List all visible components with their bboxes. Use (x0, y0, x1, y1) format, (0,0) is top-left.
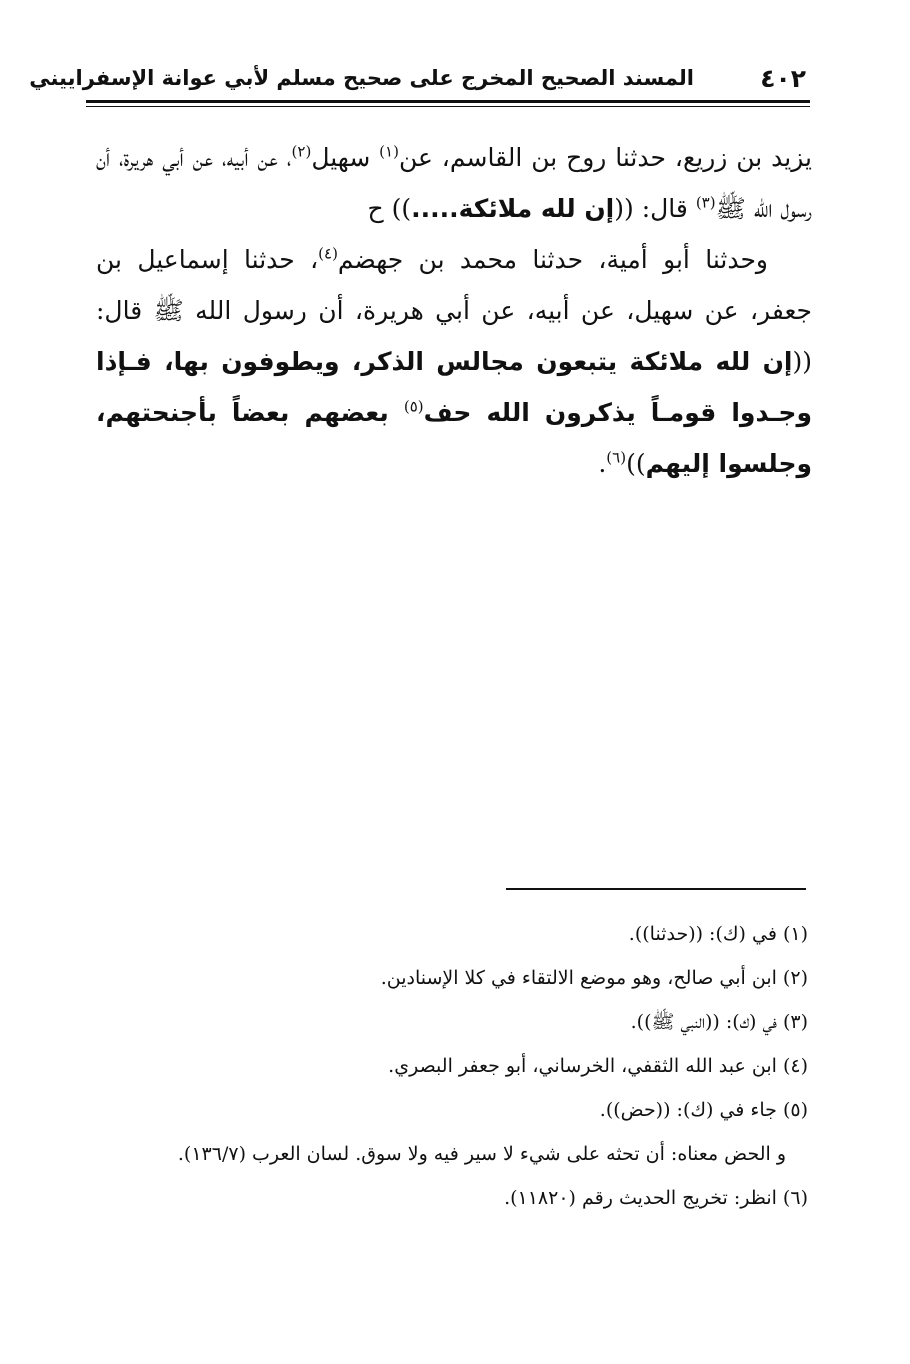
text-run: قال: (( (614, 194, 696, 223)
footnote-ref-2: (٢) (291, 142, 312, 161)
footnote-5: (٥) جاء في (ك): ((حض)). (599, 1099, 808, 1121)
footnote-4: (٤) ابن عبد الله الثقفي، الخرساني، أبو جعفر البصري. (388, 1055, 808, 1077)
page-number: ٤٠٢ (760, 64, 806, 93)
footnote-2: (٢) ابن أبي صالح، وهو موضع الالتقاء في كلا الإسنادين. (380, 967, 808, 989)
footnote-6: (٦) انظر: تخريج الحديث رقم (١١٨٢٠). (504, 1187, 808, 1209)
main-text (96, 132, 812, 489)
hadith-text: إن لله ملائكة يتبعون مجالس الذكر، ويطوفون بها، فـإذا وجـدوا قومـاً يذكرون الله حف (96, 347, 812, 427)
footnote-5-continuation: و الحض معناه: أن تحثه على شيء لا سير فيه ولا سوق. لسان العرب (١٣٦/٧). (177, 1143, 786, 1165)
hadith-text: بعضهم بعضاً بأجنحتهم، وجلسوا إليهم (96, 398, 812, 478)
footnote-1: (١) في (ك): ((حدثنا)). (628, 923, 808, 945)
running-header (29, 58, 810, 102)
text-run: ، حدثنا إسماعيل بن جعفر، عن سهيل، عن أبيه، عن أبي هريرة، أن رسول الله ﷺ قال: (( (96, 245, 812, 376)
footnote-3: (٣) في (ك): ((النبي ﷺ)). (630, 1011, 808, 1033)
paragraph-2 (96, 234, 812, 489)
hadith-text: إن لله ملائكة..... (411, 194, 615, 223)
text-run: ، عن أبيه، عن أبي هريرة، أن رسول الله ﷺ (96, 143, 812, 223)
footnote-ref-3: (٣) (695, 193, 716, 212)
footnote-ref-6: (٦) (606, 448, 627, 467)
book-title: المسند الصحيح المخرج على صحيح مسلم لأبي عوانة الإسفراييني (29, 66, 694, 90)
text-run: يزيد بن زريع، حدثنا روح بن القاسم، عن (398, 143, 812, 172)
text-run: وحدثنا أبو أمية، حدثنا محمد بن جهضم (337, 245, 768, 274)
text-run: سهيل (311, 143, 380, 172)
header-rule-thin (86, 106, 810, 107)
footnote-separator (506, 888, 806, 890)
header-rule (86, 100, 810, 103)
footnote-ref-4: (٤) (318, 244, 338, 263)
footnote-ref-5: (٥) (403, 397, 424, 416)
footnotes (92, 912, 808, 1220)
paragraph-1 (96, 132, 812, 234)
text-run: )) ح (367, 194, 412, 223)
footnote-ref-1: (١) (379, 142, 399, 161)
text-run: . (598, 449, 607, 478)
text-run: )) (626, 449, 646, 478)
